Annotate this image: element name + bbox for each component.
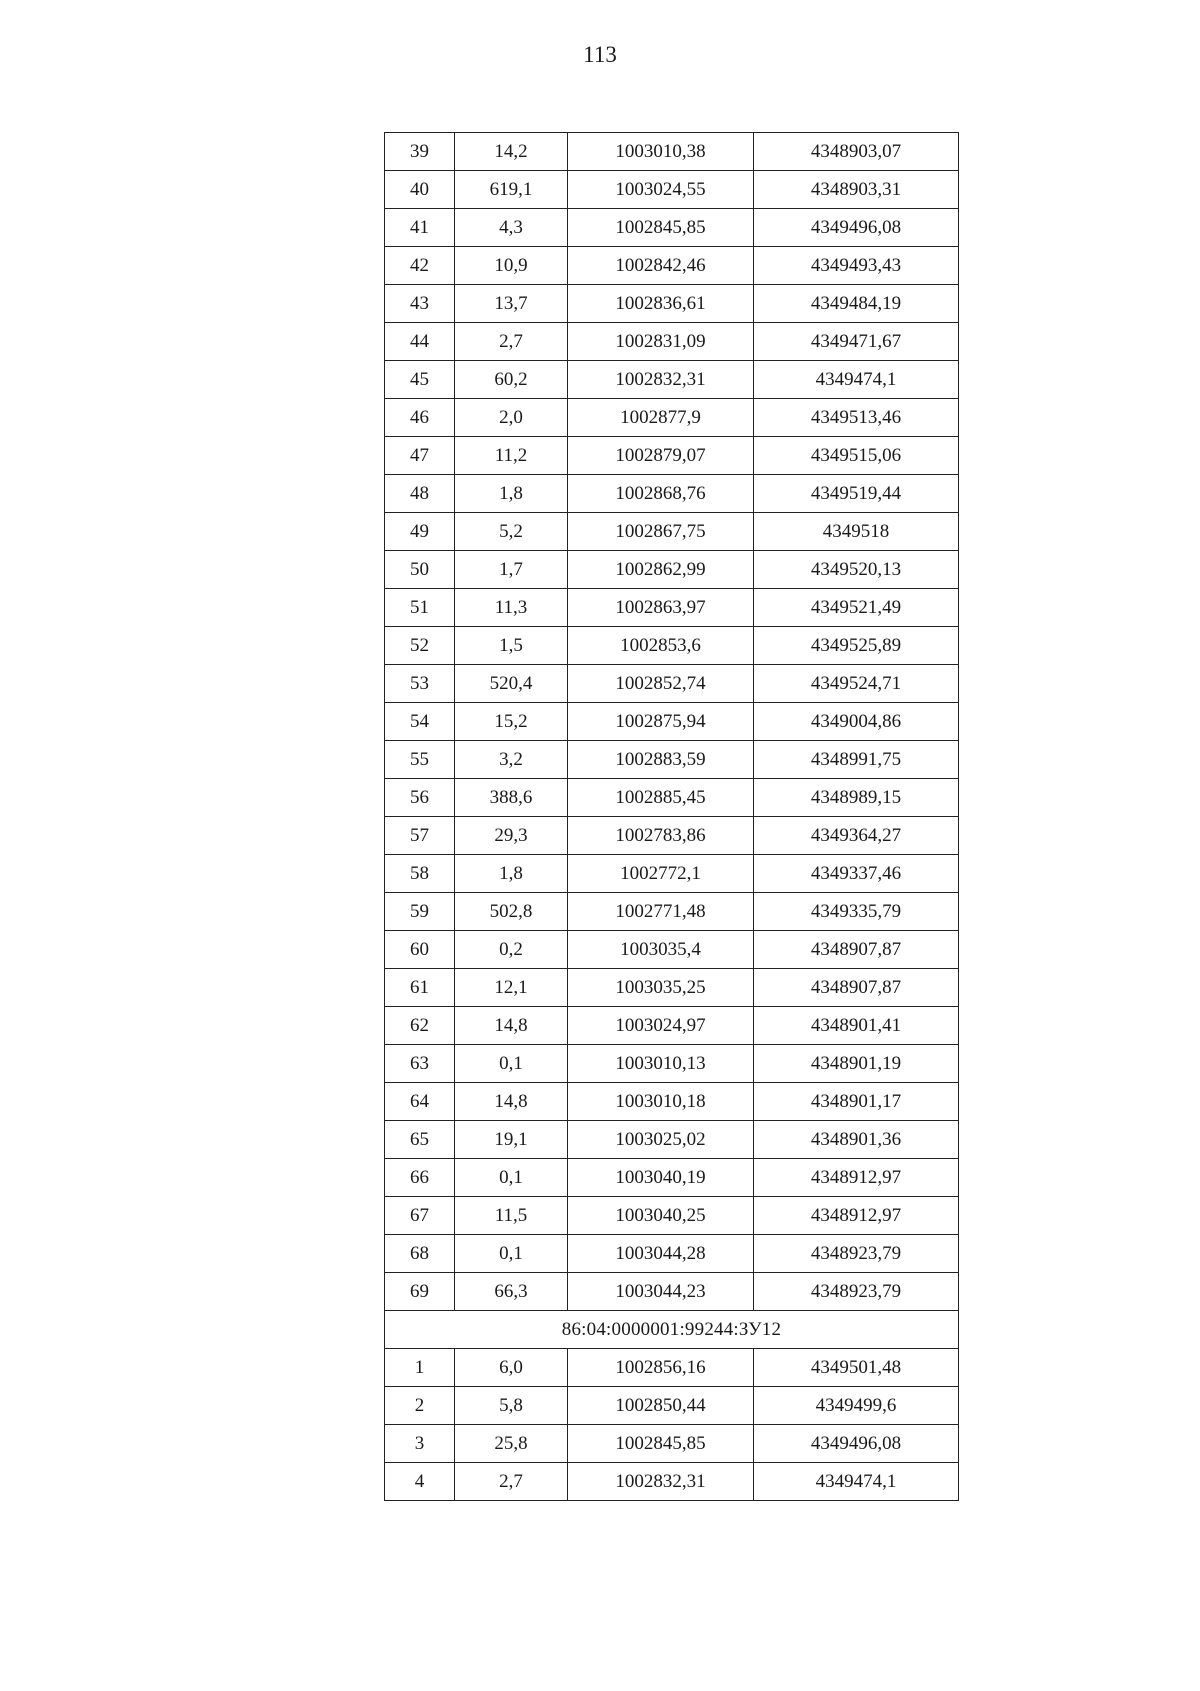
table-row	[385, 1159, 959, 1197]
distance-cell: 0,1	[455, 1045, 568, 1083]
x-coordinate-cell: 1002845,85	[568, 1425, 754, 1463]
x-coordinate-cell: 1002836,61	[568, 285, 754, 323]
point-number-cell: 43	[385, 285, 455, 323]
x-coordinate-cell: 1003035,4	[568, 931, 754, 969]
y-coordinate-cell: 4349493,43	[754, 247, 959, 285]
point-number-cell: 47	[385, 437, 455, 475]
y-coordinate-cell: 4349499,6	[754, 1387, 959, 1425]
y-coordinate-cell: 4349515,06	[754, 437, 959, 475]
section-heading-group	[385, 1311, 959, 1349]
y-coordinate-cell: 4349004,86	[754, 703, 959, 741]
coordinates-table	[384, 132, 959, 1501]
point-number-cell: 68	[385, 1235, 455, 1273]
distance-cell: 5,8	[455, 1387, 568, 1425]
point-number-cell: 50	[385, 551, 455, 589]
y-coordinate-cell: 4348901,36	[754, 1121, 959, 1159]
table-row	[385, 1197, 959, 1235]
distance-cell: 619,1	[455, 171, 568, 209]
x-coordinate-cell: 1002842,46	[568, 247, 754, 285]
point-number-cell: 41	[385, 209, 455, 247]
distance-cell: 25,8	[455, 1425, 568, 1463]
distance-cell: 14,8	[455, 1083, 568, 1121]
table-row	[385, 285, 959, 323]
distance-cell: 6,0	[455, 1349, 568, 1387]
table-row	[385, 399, 959, 437]
distance-cell: 14,2	[455, 133, 568, 171]
point-number-cell: 69	[385, 1273, 455, 1311]
point-number-cell: 48	[385, 475, 455, 513]
y-coordinate-cell: 4348912,97	[754, 1159, 959, 1197]
point-number-cell: 60	[385, 931, 455, 969]
distance-cell: 2,7	[455, 1463, 568, 1501]
point-number-cell: 63	[385, 1045, 455, 1083]
x-coordinate-cell: 1002850,44	[568, 1387, 754, 1425]
distance-cell: 1,8	[455, 475, 568, 513]
y-coordinate-cell: 4348907,87	[754, 969, 959, 1007]
distance-cell: 0,1	[455, 1235, 568, 1273]
table-row	[385, 589, 959, 627]
table-row	[385, 437, 959, 475]
table-row	[385, 475, 959, 513]
y-coordinate-cell: 4349335,79	[754, 893, 959, 931]
table-row	[385, 323, 959, 361]
distance-cell: 0,1	[455, 1159, 568, 1197]
distance-cell: 1,5	[455, 627, 568, 665]
distance-cell: 11,3	[455, 589, 568, 627]
point-number-cell: 4	[385, 1463, 455, 1501]
distance-cell: 3,2	[455, 741, 568, 779]
point-number-cell: 58	[385, 855, 455, 893]
y-coordinate-cell: 4348989,15	[754, 779, 959, 817]
y-coordinate-cell: 4349364,27	[754, 817, 959, 855]
x-coordinate-cell: 1002875,94	[568, 703, 754, 741]
y-coordinate-cell: 4348923,79	[754, 1235, 959, 1273]
x-coordinate-cell: 1002832,31	[568, 1463, 754, 1501]
point-number-cell: 46	[385, 399, 455, 437]
table-row	[385, 551, 959, 589]
table-row	[385, 1387, 959, 1425]
point-number-cell: 39	[385, 133, 455, 171]
page-number: 113	[583, 42, 617, 67]
table-row	[385, 855, 959, 893]
y-coordinate-cell: 4348901,41	[754, 1007, 959, 1045]
section-heading: 86:04:0000001:99244:ЗУ12	[385, 1311, 959, 1349]
x-coordinate-cell: 1003035,25	[568, 969, 754, 1007]
distance-cell: 11,5	[455, 1197, 568, 1235]
table-row	[385, 817, 959, 855]
y-coordinate-cell: 4349525,89	[754, 627, 959, 665]
distance-cell: 4,3	[455, 209, 568, 247]
distance-cell: 1,8	[455, 855, 568, 893]
point-number-cell: 61	[385, 969, 455, 1007]
point-number-cell: 51	[385, 589, 455, 627]
table-row	[385, 1121, 959, 1159]
y-coordinate-cell: 4349474,1	[754, 361, 959, 399]
table-row	[385, 513, 959, 551]
distance-cell: 66,3	[455, 1273, 568, 1311]
distance-cell: 2,7	[455, 323, 568, 361]
x-coordinate-cell: 1002845,85	[568, 209, 754, 247]
point-number-cell: 49	[385, 513, 455, 551]
y-coordinate-cell: 4349484,19	[754, 285, 959, 323]
x-coordinate-cell: 1003040,19	[568, 1159, 754, 1197]
x-coordinate-cell: 1003024,97	[568, 1007, 754, 1045]
distance-cell: 12,1	[455, 969, 568, 1007]
table-row	[385, 931, 959, 969]
point-number-cell: 65	[385, 1121, 455, 1159]
y-coordinate-cell: 4349518	[754, 513, 959, 551]
y-coordinate-cell: 4348907,87	[754, 931, 959, 969]
y-coordinate-cell: 4348923,79	[754, 1273, 959, 1311]
x-coordinate-cell: 1003024,55	[568, 171, 754, 209]
table-row	[385, 209, 959, 247]
distance-cell: 502,8	[455, 893, 568, 931]
distance-cell: 1,7	[455, 551, 568, 589]
x-coordinate-cell: 1002772,1	[568, 855, 754, 893]
x-coordinate-cell: 1003044,28	[568, 1235, 754, 1273]
x-coordinate-cell: 1002831,09	[568, 323, 754, 361]
point-number-cell: 59	[385, 893, 455, 931]
y-coordinate-cell: 4349521,49	[754, 589, 959, 627]
x-coordinate-cell: 1002885,45	[568, 779, 754, 817]
y-coordinate-cell: 4349519,44	[754, 475, 959, 513]
x-coordinate-cell: 1002771,48	[568, 893, 754, 931]
table-row	[385, 703, 959, 741]
point-number-cell: 3	[385, 1425, 455, 1463]
table-row	[385, 1045, 959, 1083]
point-number-cell: 42	[385, 247, 455, 285]
x-coordinate-cell: 1002783,86	[568, 817, 754, 855]
table-row	[385, 171, 959, 209]
distance-cell: 60,2	[455, 361, 568, 399]
y-coordinate-cell: 4349496,08	[754, 209, 959, 247]
distance-cell: 5,2	[455, 513, 568, 551]
point-number-cell: 62	[385, 1007, 455, 1045]
distance-cell: 29,3	[455, 817, 568, 855]
coordinates-table-body-lower	[385, 1349, 959, 1501]
x-coordinate-cell: 1002853,6	[568, 627, 754, 665]
y-coordinate-cell: 4348912,97	[754, 1197, 959, 1235]
x-coordinate-cell: 1002868,76	[568, 475, 754, 513]
x-coordinate-cell: 1002856,16	[568, 1349, 754, 1387]
point-number-cell: 54	[385, 703, 455, 741]
distance-cell: 11,2	[455, 437, 568, 475]
y-coordinate-cell: 4349496,08	[754, 1425, 959, 1463]
distance-cell: 520,4	[455, 665, 568, 703]
point-number-cell: 1	[385, 1349, 455, 1387]
distance-cell: 19,1	[455, 1121, 568, 1159]
y-coordinate-cell: 4348901,19	[754, 1045, 959, 1083]
table-row	[385, 1273, 959, 1311]
point-number-cell: 53	[385, 665, 455, 703]
coordinates-table-body-upper	[385, 133, 959, 1311]
x-coordinate-cell: 1002883,59	[568, 741, 754, 779]
table-row	[385, 665, 959, 703]
distance-cell: 10,9	[455, 247, 568, 285]
x-coordinate-cell: 1002879,07	[568, 437, 754, 475]
x-coordinate-cell: 1003044,23	[568, 1273, 754, 1311]
y-coordinate-cell: 4348903,07	[754, 133, 959, 171]
table-row	[385, 133, 959, 171]
point-number-cell: 45	[385, 361, 455, 399]
x-coordinate-cell: 1002863,97	[568, 589, 754, 627]
y-coordinate-cell: 4349474,1	[754, 1463, 959, 1501]
point-number-cell: 66	[385, 1159, 455, 1197]
table-row	[385, 1007, 959, 1045]
table-row	[385, 247, 959, 285]
y-coordinate-cell: 4349520,13	[754, 551, 959, 589]
table-row	[385, 779, 959, 817]
x-coordinate-cell: 1003010,38	[568, 133, 754, 171]
x-coordinate-cell: 1002877,9	[568, 399, 754, 437]
point-number-cell: 52	[385, 627, 455, 665]
y-coordinate-cell: 4349501,48	[754, 1349, 959, 1387]
point-number-cell: 40	[385, 171, 455, 209]
y-coordinate-cell: 4348903,31	[754, 171, 959, 209]
x-coordinate-cell: 1003010,18	[568, 1083, 754, 1121]
distance-cell: 13,7	[455, 285, 568, 323]
point-number-cell: 67	[385, 1197, 455, 1235]
table-row	[385, 361, 959, 399]
table-row	[385, 1083, 959, 1121]
y-coordinate-cell: 4349513,46	[754, 399, 959, 437]
table-row	[385, 627, 959, 665]
point-number-cell: 2	[385, 1387, 455, 1425]
table-row	[385, 1425, 959, 1463]
x-coordinate-cell: 1002832,31	[568, 361, 754, 399]
x-coordinate-cell: 1002867,75	[568, 513, 754, 551]
y-coordinate-cell: 4348901,17	[754, 1083, 959, 1121]
point-number-cell: 57	[385, 817, 455, 855]
table-row	[385, 1349, 959, 1387]
table-row	[385, 893, 959, 931]
distance-cell: 2,0	[455, 399, 568, 437]
point-number-cell: 55	[385, 741, 455, 779]
x-coordinate-cell: 1002862,99	[568, 551, 754, 589]
y-coordinate-cell: 4349471,67	[754, 323, 959, 361]
point-number-cell: 44	[385, 323, 455, 361]
x-coordinate-cell: 1002852,74	[568, 665, 754, 703]
point-number-cell: 56	[385, 779, 455, 817]
x-coordinate-cell: 1003010,13	[568, 1045, 754, 1083]
table-row	[385, 1235, 959, 1273]
y-coordinate-cell: 4348991,75	[754, 741, 959, 779]
point-number-cell: 64	[385, 1083, 455, 1121]
x-coordinate-cell: 1003040,25	[568, 1197, 754, 1235]
distance-cell: 0,2	[455, 931, 568, 969]
y-coordinate-cell: 4349524,71	[754, 665, 959, 703]
distance-cell: 388,6	[455, 779, 568, 817]
table-row	[385, 1463, 959, 1501]
section-heading-row	[385, 1311, 959, 1349]
x-coordinate-cell: 1003025,02	[568, 1121, 754, 1159]
distance-cell: 15,2	[455, 703, 568, 741]
distance-cell: 14,8	[455, 1007, 568, 1045]
table-row	[385, 969, 959, 1007]
y-coordinate-cell: 4349337,46	[754, 855, 959, 893]
table-row	[385, 741, 959, 779]
